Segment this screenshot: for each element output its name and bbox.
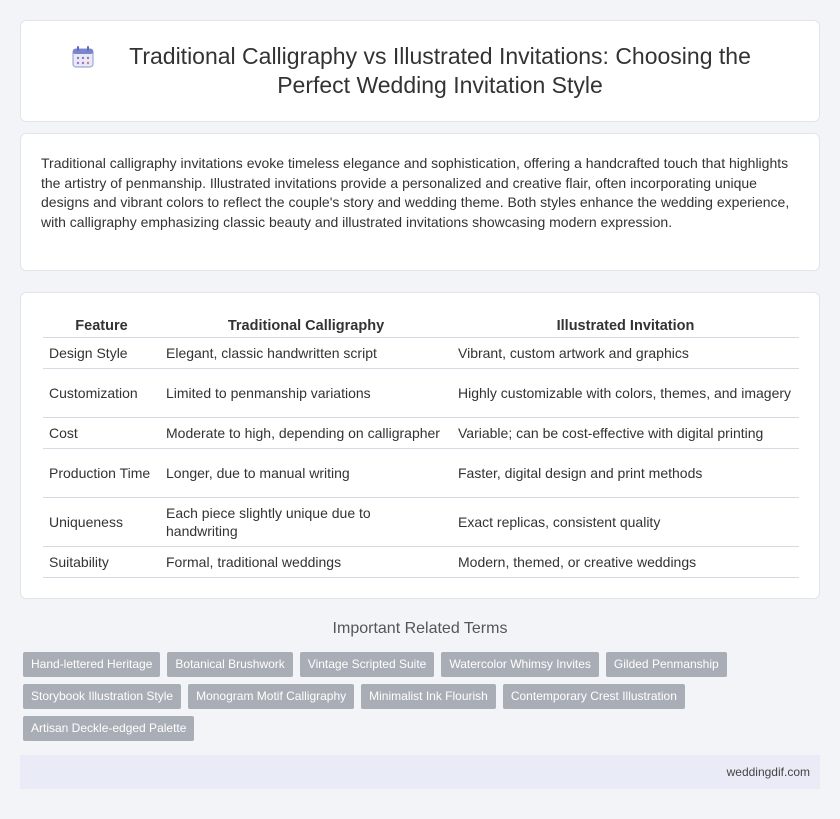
intro-text: Traditional calligraphy invitations evoke timeless elegance and sophistication, offering a handcrafted touch that highlights the artistry of penmanship. Illustrated invitations provide a personalized and creative flair, often incorporating unique designs and vibrant colors to reflect the couple's story and wedding theme. Both styles enhance the wedding experience, with calligraphy emphasizing classic beauty and illustrated invitations showcasing modern expression.	[41, 155, 790, 231]
comparison-table	[43, 315, 799, 578]
cell-feature: Production Time	[43, 448, 160, 497]
table-row	[43, 497, 799, 546]
title-card	[20, 20, 820, 122]
tag-item[interactable]: Gilded Penmanship	[606, 652, 727, 677]
cell-feature: Cost	[43, 417, 160, 448]
related-terms-tags	[23, 652, 823, 748]
cell-calligraphy: Longer, due to manual writing	[160, 448, 452, 497]
table-row	[43, 368, 799, 417]
cell-illustrated: Modern, themed, or creative weddings	[452, 546, 799, 577]
cell-calligraphy: Elegant, classic handwritten script	[160, 337, 452, 368]
tag-item[interactable]: Monogram Motif Calligraphy	[188, 684, 354, 709]
tag-item[interactable]: Botanical Brushwork	[167, 652, 292, 677]
tag-item[interactable]: Hand-lettered Heritage	[23, 652, 160, 677]
cell-calligraphy: Each piece slightly unique due to handwriting	[160, 497, 452, 546]
intro-card	[20, 133, 820, 271]
cell-feature: Customization	[43, 368, 160, 417]
cell-feature: Design Style	[43, 337, 160, 368]
cell-feature: Uniqueness	[43, 497, 160, 546]
cell-illustrated: Highly customizable with colors, themes, and imagery	[452, 368, 799, 417]
header-illustrated: Illustrated Invitation	[452, 315, 799, 337]
cell-feature: Suitability	[43, 546, 160, 577]
footer	[20, 755, 820, 789]
tag-item[interactable]: Artisan Deckle-edged Palette	[23, 716, 194, 741]
table-header-row	[43, 315, 799, 337]
cell-calligraphy: Moderate to high, depending on calligrapher	[160, 417, 452, 448]
tag-item[interactable]: Minimalist Ink Flourish	[361, 684, 496, 709]
tag-item[interactable]: Vintage Scripted Suite	[300, 652, 435, 677]
tag-item[interactable]: Watercolor Whimsy Invites	[441, 652, 599, 677]
tag-item[interactable]: Storybook Illustration Style	[23, 684, 181, 709]
header-feature: Feature	[43, 315, 160, 337]
comparison-card	[20, 292, 820, 599]
table-row	[43, 337, 799, 368]
tag-item[interactable]: Contemporary Crest Illustration	[503, 684, 685, 709]
cell-calligraphy: Formal, traditional weddings	[160, 546, 452, 577]
footer-site-link[interactable]: weddingdif.com	[726, 765, 810, 779]
cell-illustrated: Exact replicas, consistent quality	[452, 497, 799, 546]
calendar-icon	[70, 44, 96, 70]
cell-illustrated: Faster, digital design and print methods	[452, 448, 799, 497]
header-calligraphy: Traditional Calligraphy	[160, 315, 452, 337]
table-row	[43, 417, 799, 448]
cell-illustrated: Variable; can be cost-effective with digital printing	[452, 417, 799, 448]
page-title: Traditional Calligraphy vs Illustrated Invitations: Choosing the Perfect Wedding Invitation Style	[129, 43, 751, 98]
cell-illustrated: Vibrant, custom artwork and graphics	[452, 337, 799, 368]
cell-calligraphy: Limited to penmanship variations	[160, 368, 452, 417]
related-terms-heading: Important Related Terms	[332, 620, 508, 637]
table-row	[43, 546, 799, 577]
title-wrap	[60, 42, 780, 100]
table-row	[43, 448, 799, 497]
